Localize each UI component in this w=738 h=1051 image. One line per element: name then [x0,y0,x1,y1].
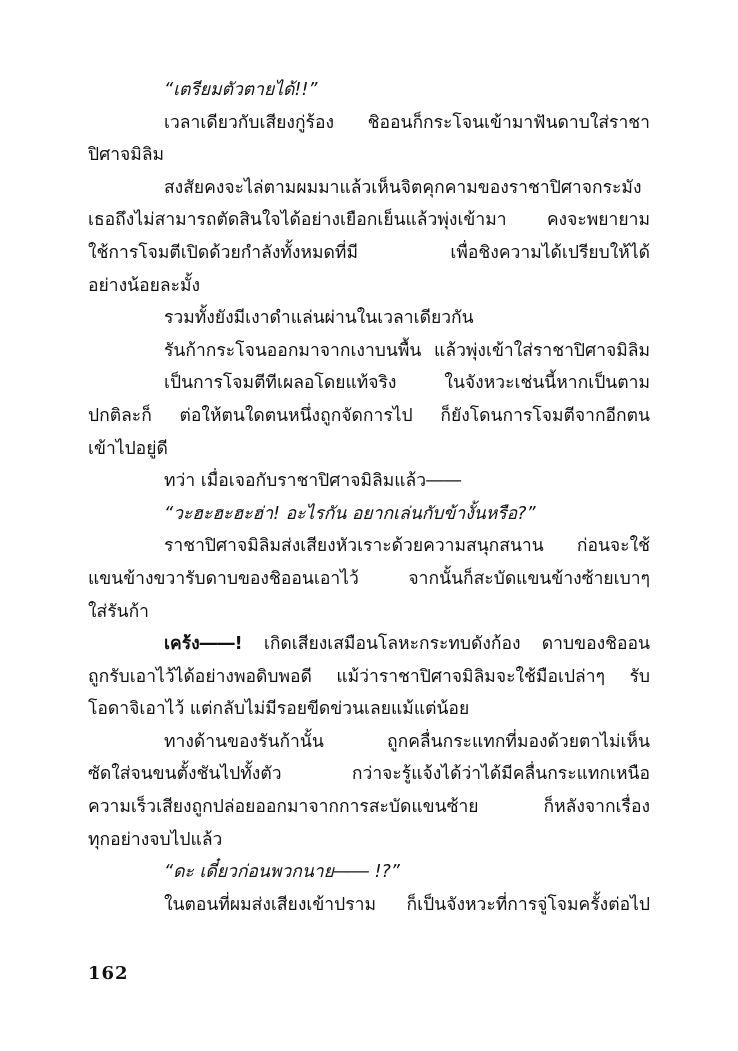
text-line: ทางด้านของรันก้านั้น ถูกคลื่นกระแทกที่มองด้วยตาไม่เห็น [164,731,650,752]
text-line: อย่างน้อยละมั้ง [88,275,201,296]
line-remainder: เกิดเสียงเสมือนโลหะกระทบดังก้อง ดาบของชิออน [242,634,650,655]
text-line: ใส่รันก้า [88,601,150,622]
page-body [88,74,650,921]
text-line: “วะฮะฮะฮะฮ่า! อะไรกัน อยากเล่นกับข้างั้นหรือ?” [164,503,536,524]
text-line: ความเร็วเสียงถูกปล่อยออกมาจากการสะบัดแขนซ้าย ก็หลังจากเรื่อง [88,797,650,818]
text-line: เป็นการโจมตีทีเผลอโดยแท้จริง ในจังหวะเช่นนี้หากเป็นตาม [164,373,650,394]
bold-onomatopoeia: เคร้ง――! [164,634,243,655]
text-line: ทุกอย่างจบไปแล้ว [88,829,223,850]
text-line: แขนข้างขวารับดาบของชิออนเอาไว้ จากนั้นก็สะบัดแขนข้างซ้ายเบาๆ [88,568,650,589]
text-line: ทว่า เมื่อเจอกับราชาปิศาจมิลิมแล้ว―― [164,471,462,492]
page-number: 162 [88,963,129,984]
text-line: ในตอนที่ผมส่งเสียงเข้าปราม ก็เป็นจังหวะที่การจู่โจมครั้งต่อไป [164,894,650,915]
text-line [88,628,650,661]
text-line: โอดาจิเอาไว้ แต่กลับไม่มีรอยขีดข่วนเลยแม้แต่น้อย [88,699,470,720]
text-line: “ดะ เดี๋ยวก่อนพวกนาย―― !?” [164,862,400,883]
text-line: ปกติละก็ ต่อให้ตนใดตนหนึ่งถูกจัดการไป ก็ยังโดนการโจมตีจากอีกตน [88,405,650,426]
text-line: รันก้ากระโจนออกมาจากเงาบนพื้น แล้วพุ่งเข้าใส่ราชาปิศาจมิลิม [164,340,650,361]
text-line: เข้าไปอยู่ดี [88,438,168,459]
text-line: เธอถึงไม่สามารถตัดสินใจได้อย่างเยือกเย็นแล้วพุ่งเข้ามา คงจะพยายาม [88,210,650,231]
text-line: ราชาปิศาจมิลิมส่งเสียงหัวเราะด้วยความสนุกสนาน ก่อนจะใช้ [164,536,650,557]
text-line: สงสัยคงจะไล่ตามผมมาแล้วเห็นจิตคุกคามของราชาปิศาจกระมัง [164,177,642,198]
text-line: “เตรียมตัวตายได้!!” [164,80,318,100]
text-line: ปิศาจมิลิม [88,145,165,166]
text-line: ถูกรับเอาไว้ได้อย่างพอดิบพอดี แม้ว่าราชาปิศาจมิลิมจะใช้มือเปล่าๆ รับ [88,666,650,687]
text-line: ใช้การโจมตีเปิดด้วยกำลังทั้งหมดที่มี เพื่อชิงความได้เปรียบให้ได้ [88,242,650,263]
text-line: รวมทั้งยังมีเงาดำแล่นผ่านในเวลาเดียวกัน [164,308,474,329]
text-line: เวลาเดียวกับเสียงกู่ร้อง ชิออนก็กระโจนเข้ามาฟันดาบใส่ราชา [164,112,650,133]
text-line: ซัดใส่จนขนตั้งชันไปทั้งตัว กว่าจะรู้แจ้งได้ว่าได้มีคลื่นกระแทกเหนือ [88,764,650,785]
